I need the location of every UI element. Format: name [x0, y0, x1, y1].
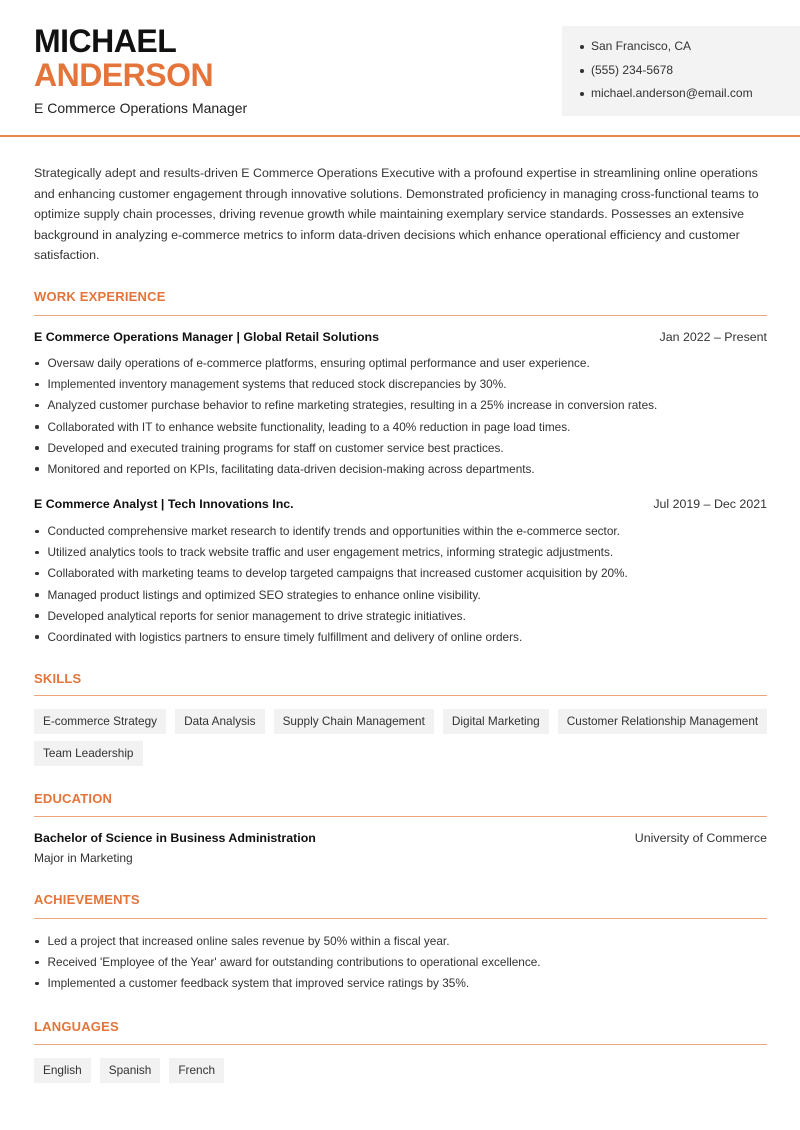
bullet-icon: [35, 467, 39, 471]
skill-chip: Data Analysis: [175, 709, 264, 734]
language-chip: French: [169, 1058, 224, 1083]
bullet-icon: [580, 45, 584, 49]
section-divider: [34, 315, 767, 316]
first-name: MICHAEL: [34, 23, 177, 59]
list-item: Coordinated with logistics partners to ensure timely fulfillment and delivery of online orders.: [34, 629, 767, 650]
contact-email: michael.anderson@email.com: [578, 85, 800, 109]
section-title-education: EDUCATION: [34, 791, 113, 806]
skill-chip: Team Leadership: [34, 741, 143, 766]
bullet-icon: [35, 425, 39, 429]
languages-list: [34, 1058, 774, 1083]
list-item: Collaborated with IT to enhance website functionality, leading to a 40% reduction in page load times.: [34, 419, 767, 440]
bullet-icon: [35, 446, 39, 450]
job-date: Jul 2019 – Dec 2021: [653, 497, 767, 511]
bullet-icon: [35, 961, 39, 965]
job-header: [34, 497, 767, 511]
list-item: Analyzed customer purchase behavior to refine marketing strategies, resulting in a 25% increase in conversion rates.: [34, 397, 767, 418]
bullet-icon: [35, 383, 39, 387]
list-item: Received 'Employee of the Year' award for outstanding contributions to operational excellence.: [34, 954, 767, 975]
bullet-icon: [580, 69, 584, 73]
list-item: Developed and executed training programs for staff on customer service best practices.: [34, 440, 767, 461]
section-title-languages: LANGUAGES: [34, 1019, 119, 1034]
skill-chip: Supply Chain Management: [274, 709, 434, 734]
bullet-icon: [35, 551, 39, 555]
language-chip: Spanish: [100, 1058, 161, 1083]
list-item: Monitored and reported on KPIs, facilitating data-driven decision-making across departments.: [34, 461, 767, 482]
list-item: Led a project that increased online sales revenue by 50% within a fiscal year.: [34, 933, 767, 954]
bullet-icon: [35, 362, 39, 366]
bullet-icon: [35, 530, 39, 534]
skill-chip: Customer Relationship Management: [558, 709, 767, 734]
summary: Strategically adept and results-driven E Commerce Operations Executive with a profound expertise in streamlining online operations and enhancing customer engagement through innovative solutions. Demonstrated proficiency in managing cross-functional teams to optimize supply chain processes, driving revenue growth while maintaining exemplary service standards. Possesses an extensive background in analyzing e-commerce metrics to inform data-driven decisions which enhance operational efficiency and customer satisfaction.: [34, 166, 759, 262]
achievements-list: [34, 933, 767, 997]
job-header: [34, 330, 767, 344]
section-divider: [34, 1044, 767, 1045]
resume-header: [0, 0, 800, 137]
list-item: Conducted comprehensive market research to identify trends and opportunities within the e-commerce sector.: [34, 523, 767, 544]
school: University of Commerce: [634, 831, 767, 845]
bullet-icon: [35, 635, 39, 639]
major: Major in Marketing: [34, 851, 133, 865]
bullet-icon: [35, 940, 39, 944]
degree: Bachelor of Science in Business Administration: [34, 831, 316, 845]
skills-list: [34, 709, 774, 766]
language-chip: English: [34, 1058, 91, 1083]
contact-phone: (555) 234-5678: [578, 62, 800, 86]
list-item: Implemented inventory management systems that reduced stock discrepancies by 30%.: [34, 376, 767, 397]
job-bullets: [34, 355, 767, 482]
list-item: Collaborated with marketing teams to develop targeted campaigns that increased customer acquisition by 20%.: [34, 565, 767, 586]
job-position: E Commerce Analyst | Tech Innovations Inc.: [34, 497, 294, 511]
bullet-icon: [35, 982, 39, 986]
job-position: E Commerce Operations Manager | Global Retail Solutions: [34, 330, 379, 344]
bullet-icon: [35, 572, 39, 576]
list-item: Implemented a customer feedback system that improved service ratings by 35%.: [34, 975, 767, 996]
last-name: ANDERSON: [34, 57, 214, 93]
section-title-achievements: ACHIEVEMENTS: [34, 892, 140, 907]
section-divider: [34, 816, 767, 817]
section-divider: [34, 918, 767, 919]
section-title-skills: SKILLS: [34, 671, 82, 686]
job-bullets: [34, 523, 767, 650]
contact-box: [562, 26, 800, 116]
skill-chip: E-commerce Strategy: [34, 709, 166, 734]
bullet-icon: [35, 614, 39, 618]
list-item: Oversaw daily operations of e-commerce platforms, ensuring optimal performance and user experience.: [34, 355, 767, 376]
list-item: Utilized analytics tools to track website traffic and user engagement metrics, informing strategic adjustments.: [34, 544, 767, 565]
bullet-icon: [35, 593, 39, 597]
section-divider: [34, 695, 767, 696]
job-date: Jan 2022 – Present: [659, 330, 767, 344]
bullet-icon: [35, 404, 39, 408]
list-item: Managed product listings and optimized SEO strategies to enhance online visibility.: [34, 587, 767, 608]
contact-location: San Francisco, CA: [578, 38, 800, 62]
list-item: Developed analytical reports for senior management to drive strategic initiatives.: [34, 608, 767, 629]
section-title-work: WORK EXPERIENCE: [34, 289, 166, 304]
job-title: E Commerce Operations Manager: [34, 100, 248, 116]
bullet-icon: [580, 92, 584, 96]
skill-chip: Digital Marketing: [443, 709, 549, 734]
education-header: [34, 831, 767, 845]
